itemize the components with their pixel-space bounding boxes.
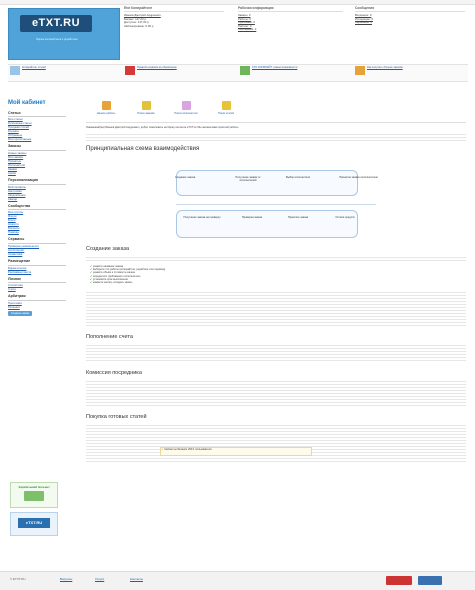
flow-bottom-pill bbox=[176, 210, 358, 238]
warning-icon: ⚠ bbox=[161, 448, 164, 451]
sidebar-item[interactable]: Корзина bbox=[8, 129, 19, 134]
tab-find-performer[interactable] bbox=[172, 100, 200, 121]
news-link[interactable]: Копирайтинг статей bbox=[22, 66, 46, 69]
sidebar-item[interactable]: Рекламные места bbox=[8, 269, 32, 274]
user-block-title: Etxt Копирайтинг bbox=[124, 6, 224, 12]
flow-step: Выбор исполнителя bbox=[285, 176, 311, 179]
user-icon bbox=[182, 101, 191, 110]
check-item: ✔ укажите объём и стоимость заказа bbox=[90, 271, 460, 274]
footer-link[interactable]: Вопросы bbox=[60, 577, 73, 581]
check-item: ✔ укажите название заказа bbox=[90, 265, 460, 268]
search-icon bbox=[142, 101, 151, 110]
info-line[interactable]: Работы: 0 bbox=[238, 16, 251, 21]
msg-line[interactable]: Черновики: 0 bbox=[355, 20, 373, 25]
user-name-link[interactable]: Иванов Дмитрий Андреевич bbox=[124, 13, 161, 18]
news-thumb-image bbox=[355, 66, 365, 75]
sidebar-item[interactable]: Заявки bbox=[8, 166, 18, 171]
info-line[interactable]: Сообщения: 0 bbox=[238, 27, 257, 32]
sidebar-item[interactable]: Семантика bbox=[8, 252, 23, 257]
payment-title: Пополнение счета bbox=[86, 334, 133, 340]
order-checklist bbox=[90, 265, 460, 284]
promo-banner-image bbox=[24, 491, 44, 501]
sidebar-section-placement: Размещение bbox=[8, 259, 66, 265]
logo-tagline: Биржа копирайтинга и рерайтинга bbox=[36, 38, 78, 41]
check-item: ✔ установите срок выполнения bbox=[90, 278, 460, 281]
order-text-lines bbox=[86, 255, 466, 263]
tab-label: Начало работы bbox=[96, 112, 116, 115]
tab-start[interactable] bbox=[92, 100, 120, 121]
promo-banner-title: Зарабатывай больше! bbox=[18, 485, 50, 489]
sidebar-item[interactable]: Архив bbox=[8, 170, 16, 175]
create-order-button[interactable]: Создать заказ bbox=[8, 311, 32, 316]
sidebar-section-arbitrage: Арбитраж bbox=[8, 294, 66, 300]
available-line: Доступно: 147.00 р. bbox=[124, 20, 150, 25]
buy-title: Покупка готовых статей bbox=[86, 414, 147, 420]
sidebar-item[interactable]: Избранное bbox=[8, 133, 23, 138]
sidebar-section-orders: Заказы bbox=[8, 144, 66, 150]
news-item[interactable] bbox=[10, 66, 110, 78]
news-thumb-image bbox=[10, 66, 20, 75]
check-item: ✔ определите требования к исполнителю bbox=[90, 275, 460, 278]
sidebar-item[interactable]: Антиплагиат bbox=[8, 248, 25, 252]
flow-step: Создание заказа bbox=[174, 176, 196, 179]
commission-title: Комиссия посредника bbox=[86, 370, 142, 376]
sidebar-item[interactable]: Уведомления bbox=[8, 192, 26, 197]
sidebar-item[interactable]: Принятые bbox=[8, 158, 22, 163]
sidebar-item[interactable]: Исполнители bbox=[8, 162, 26, 167]
sidebar-section-articles: Статьи bbox=[8, 111, 66, 117]
sidebar-item[interactable]: Помощь bbox=[8, 230, 19, 235]
news-link[interactable]: Правила сервиса на обновление bbox=[137, 66, 177, 69]
balance-notice bbox=[160, 447, 312, 456]
sidebar-item[interactable]: Мои прочитанные bbox=[8, 137, 32, 142]
flow-step: Проверка заказа bbox=[241, 216, 263, 219]
sidebar-title: Мой кабинет bbox=[8, 100, 46, 106]
sidebar-item[interactable]: Блоги bbox=[8, 218, 16, 223]
sidebar-item[interactable]: Купленные статьи bbox=[8, 121, 32, 126]
info-line[interactable]: Заказы: 0 bbox=[238, 13, 251, 18]
balance-notice-text: Сейчас на балансе 200.1 пользователя bbox=[164, 448, 212, 451]
commission-text-lines bbox=[86, 379, 466, 407]
sidebar-item[interactable]: Продажа статей bbox=[8, 125, 29, 130]
info-block bbox=[238, 6, 343, 32]
sidebar-section-services: Сервисы bbox=[8, 237, 66, 243]
promo-banner[interactable] bbox=[10, 482, 58, 508]
flow-step: Получение заказа на проверку bbox=[183, 216, 221, 219]
sidebar-section-private: Личное bbox=[8, 277, 66, 283]
flow-step: Получение заявок от исполнителей bbox=[235, 176, 261, 183]
check-item: ✔ нажмите кнопку «Создать заказ» bbox=[90, 281, 460, 284]
footer bbox=[0, 571, 475, 590]
order-details-lines bbox=[86, 290, 466, 328]
info-title: Рабочая информация bbox=[238, 6, 343, 12]
balance-line: Баланс: 147.00 р. bbox=[124, 16, 147, 21]
sidebar-item[interactable]: Вопросы bbox=[8, 226, 20, 231]
site-logo[interactable]: eTXT.RU bbox=[20, 15, 92, 32]
flow-divider bbox=[176, 204, 376, 205]
blocked-line: Заблокировано: 0.00 р. bbox=[124, 23, 155, 28]
check-item: ✔ выберите тип работы (копирайтинг, рерайтинг или перевод) bbox=[90, 268, 460, 271]
sidebar-item[interactable]: Статистика bbox=[8, 283, 23, 288]
sidebar-item[interactable]: Форум bbox=[8, 214, 17, 219]
footer-link[interactable]: Контакты bbox=[130, 577, 143, 581]
flow-step: Оплата средств bbox=[335, 216, 355, 219]
sidebar-item[interactable]: Счета bbox=[8, 287, 16, 292]
document-icon bbox=[222, 101, 231, 110]
flow-title: Принципиальная схема взаимодействия bbox=[86, 146, 200, 152]
intro-text-lines bbox=[86, 132, 466, 142]
user-block bbox=[124, 6, 224, 28]
sidebar-item[interactable]: Биржа ссылок bbox=[8, 265, 27, 270]
sidebar-section-community: Сообщества bbox=[8, 204, 66, 210]
info-line[interactable]: Рейтинг: 0 bbox=[238, 23, 252, 28]
news-link[interactable]: Как получить больше заказов bbox=[367, 66, 403, 69]
tab-label: Поиск заказов bbox=[137, 112, 155, 115]
tab-label: Поиск статей bbox=[218, 112, 234, 115]
news-item[interactable] bbox=[355, 66, 455, 78]
sidebar-item[interactable]: Аватар bbox=[8, 196, 18, 201]
tab-find-orders[interactable] bbox=[132, 100, 160, 121]
messages-title: Сообщения bbox=[355, 6, 465, 12]
tab-label: Поиск исполнителя bbox=[174, 112, 198, 115]
sidebar-item[interactable]: Новости bbox=[8, 222, 19, 227]
sidebar-item[interactable]: Мой профиль bbox=[8, 184, 26, 189]
flow-step: Принятие заявки исполнителем bbox=[339, 176, 378, 179]
intro-text: Уважаемый(ая) Иванов Дмитрий Андреевич, добро пожаловать на биржу контента eTXT.ru! Мы желаем вам приятной работы. bbox=[86, 126, 239, 129]
sidebar-item[interactable]: Настройки bbox=[8, 188, 22, 193]
sidebar-item[interactable]: Мои статьи bbox=[8, 116, 23, 121]
payment-logo bbox=[386, 576, 412, 585]
sidebar-item[interactable]: Мои группы bbox=[8, 210, 24, 215]
top-strip bbox=[0, 0, 475, 5]
sidebar-item[interactable]: Претензии bbox=[8, 300, 22, 305]
social-logo bbox=[418, 576, 442, 585]
sidebar-item[interactable]: Мои заказы bbox=[8, 154, 24, 159]
news-item[interactable] bbox=[240, 66, 340, 78]
flow-top-pill bbox=[176, 170, 358, 196]
msg-line[interactable]: Исходящие: 0 bbox=[355, 16, 373, 21]
news-link[interactable]: СТО КОПИРАЙТ: новые возможности bbox=[252, 66, 298, 69]
flow-step: Принятие заказа bbox=[287, 216, 309, 219]
sidebar-item[interactable]: Новые заказы bbox=[8, 150, 27, 155]
order-title: Создание заказа bbox=[86, 246, 130, 252]
news-thumb-image bbox=[240, 66, 250, 75]
info-line[interactable]: Претензии: 0 bbox=[238, 20, 255, 25]
flag-icon bbox=[102, 101, 111, 110]
news-thumb-image bbox=[125, 66, 135, 75]
partner-logo: eTXT.RU bbox=[18, 518, 50, 528]
footer-link[interactable]: Услуги bbox=[95, 577, 105, 581]
partner-banner[interactable] bbox=[10, 512, 58, 536]
tab-find-articles[interactable] bbox=[212, 100, 240, 121]
messages-block bbox=[355, 6, 465, 25]
sidebar-item[interactable]: Решения bbox=[8, 304, 20, 309]
sidebar-item[interactable]: Проверка уникальности bbox=[8, 243, 40, 248]
buy-text-lines bbox=[86, 423, 466, 463]
sidebar-section-personal: Персонализация bbox=[8, 178, 66, 184]
footer-copyright: © ETXT.RU bbox=[10, 577, 26, 581]
msg-line[interactable]: Входящие: 0 bbox=[355, 13, 372, 18]
payment-text-lines bbox=[86, 343, 466, 363]
news-item[interactable] bbox=[125, 66, 225, 78]
